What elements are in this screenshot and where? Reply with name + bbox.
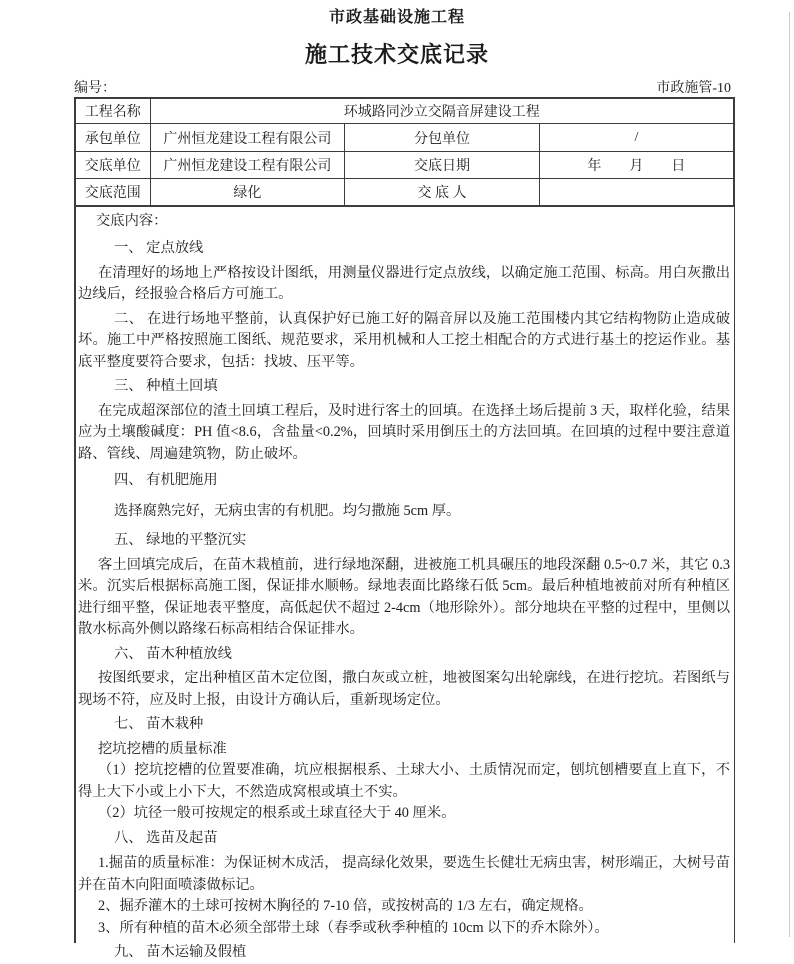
project-name-label: 工程名称 xyxy=(75,98,150,124)
content-label: 交底内容： xyxy=(96,212,168,229)
section-heading: 八、 选苗及起苗 xyxy=(114,829,218,846)
content-paragraph: 在完成超深部位的渣土回填工程后，及时进行客土的回填。在选择土场后提前 3 天，取样化验，结果应为土壤酸碱度：PH 值<8.6，含盐量<0.2%，回填时采用倒压土的方法回填。在回填的过程中要注意道路、管线、周遍建筑物，防止破坏。 xyxy=(78,402,730,462)
content-paragraph: 1.掘苗的质量标准：为保证树木成活， 提高绿化效果，要选生长健壮无病虫害，树形端正，大树号苗并在苗木向阳面喷漆做标记。 xyxy=(78,855,730,893)
disclosure-unit-value: 广州恒龙建设工程有限公司 xyxy=(150,152,345,179)
doc-title: 施工技术交底记录 xyxy=(304,42,489,67)
content-paragraph: （2）坑径一般可按规定的根系或土球直径大于 40 厘米。 xyxy=(98,805,456,821)
section-heading: 九、 苗木运输及假植 xyxy=(114,944,247,960)
content-paragraph: （1）挖坑挖槽的位置要准确，坑应根据根系、土球大小、土质情况而定，刨坑刨槽要直上直下，不得上大下小或上小下大，不然造成窝根或填土不实。 xyxy=(78,762,730,800)
form-number-label: 编号： xyxy=(74,81,116,96)
table-row-contractor xyxy=(75,124,734,152)
content-paragraph: 在清理好的场地上严格按设计图纸，用测量仪器进行定点放线，以确定施工范围、标高。用白灰撒出边线后，经报验合格后方可施工。 xyxy=(78,264,730,302)
table-row-disclosure-unit xyxy=(75,152,734,179)
content-area xyxy=(74,207,735,960)
page-edge-line xyxy=(789,12,790,937)
document-page xyxy=(0,4,794,960)
table-row-project xyxy=(75,98,734,124)
disclosure-date-label: 交底日期 xyxy=(345,152,540,179)
content-paragraph: 挖坑挖槽的质量标准 xyxy=(98,740,227,757)
section-heading: 二、 在进行场地平整前，认真保护好已施工好的隔音屏以及施工范围楼内其它结构物防止造成破坏。施工中严格按照施工图纸、规范要求，采用机械和人工挖土相配合的方式进行基土的挖运作业。基底平整度要符合要求，包括：找坡、压平等。 xyxy=(78,310,730,370)
content-paragraph: 按图纸要求，定出种植区苗木定位图，撒白灰或立桩，地被图案勾出轮廓线，在进行挖坑。若图纸与现场不符，应及时上报，由设计方确认后，重新现场定位。 xyxy=(78,670,730,708)
doc-category-title: 市政基础设施工程 xyxy=(328,9,465,26)
project-name-value: 环城路同沙立交隔音屏建设工程 xyxy=(150,98,734,124)
subcontractor-value: / xyxy=(539,124,734,152)
disclosure-unit-label: 交底单位 xyxy=(75,152,150,179)
content-paragraph: 客土回填完成后，在苗木栽植前，进行绿地深翻，进被施工机具碾压的地段深翻 0.5~0.7 米，其它 0.3 米。沉实后根据标高施工图，保证排水顺畅。绿地表面比路缘石低 5cm。最后种植地被前对所有种植区进行细平整，保证地表平整度，高低起伏不超过 2-4cm（地形除外）。部分地块在平整的过程中，里侧以散水标高外侧以路缘石标高相结合保证排水。 xyxy=(78,556,730,637)
section-heading: 四、 有机肥施用 xyxy=(114,472,218,488)
scope-label: 交底范围 xyxy=(75,179,150,206)
info-table xyxy=(74,97,735,207)
contractor-value: 广州恒龙建设工程有限公司 xyxy=(150,124,345,152)
scope-value: 绿化 xyxy=(150,179,345,206)
section-heading: 六、 苗木种植放线 xyxy=(114,645,232,662)
disclosure-date-value: 年 月 日 xyxy=(539,152,734,179)
table-row-scope xyxy=(75,179,734,206)
section-heading: 七、 苗木栽种 xyxy=(114,716,204,732)
section-heading: 三、 种植土回填 xyxy=(114,378,218,394)
content-paragraph: 2、掘乔灌木的土球可按树木胸径的 7-10 倍，或按树高的 1/3 左右，确定规格。 xyxy=(98,898,593,914)
content-blocks xyxy=(78,211,730,964)
meta-row xyxy=(74,79,735,97)
section-heading: 选择腐熟完好，无病虫害的有机肥。均匀撒施 5cm 厚。 xyxy=(114,502,461,519)
contractor-label: 承包单位 xyxy=(75,124,150,152)
form-code: 市政施管-10 xyxy=(656,81,731,96)
discloser-value xyxy=(539,179,734,206)
content-paragraph: 3、所有种植的苗木必须全部带土球（春季或秋季种植的 10cm 以下的乔木除外）。 xyxy=(98,919,609,936)
section-heading: 一、 定点放线 xyxy=(114,240,204,256)
section-heading: 五、 绿地的平整沉实 xyxy=(114,532,247,548)
discloser-label: 交 底 人 xyxy=(345,179,540,206)
subcontractor-label: 分包单位 xyxy=(345,124,540,152)
